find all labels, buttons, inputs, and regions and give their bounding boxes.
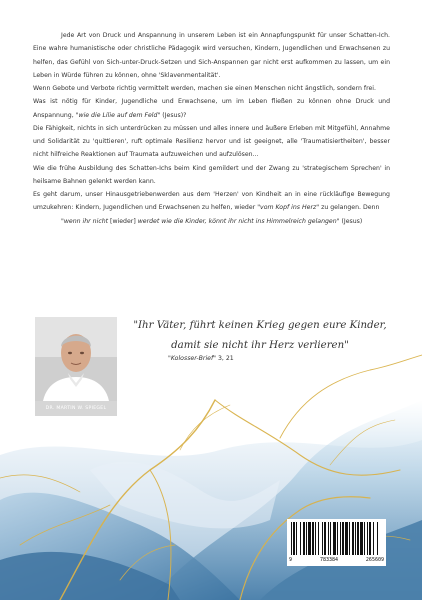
barcode-bar	[303, 522, 305, 555]
barcode-bar	[352, 522, 354, 555]
author-name-caption: DR. MARTIN W. SPIEGEL	[35, 401, 117, 416]
paragraph-7-quote-a: "wenn ihr nicht	[61, 217, 109, 225]
author-photo	[35, 317, 117, 401]
quote-source-reference: 3, 21	[216, 355, 234, 362]
barcode-bar	[364, 522, 365, 555]
barcode-bar	[342, 522, 344, 555]
barcode-bar	[355, 522, 356, 555]
barcode-bar	[291, 522, 292, 555]
paragraph-1: Jede Art von Druck und Anspannung in unserem Leben ist ein Annapfungspunkt für unser Schatten-Ich. Eine wahre humanistische oder christliche Pädagogik wird versuchen, Kindern, Jugendlichen und Erwachsenen zu helfen, das Gefühl von Sich-unter-Druck-Setzen und Sich-Anspannen gar nicht erst aufkommen zu lassen, um ein Leben in Würde führen zu können, ohne 'Sklavenmentalität'.	[33, 32, 390, 79]
barcode-bar	[349, 522, 350, 555]
barcode-bar	[300, 522, 301, 555]
paragraph-2: Wenn Gebote und Verbote richtig vermittelt werden, machen sie einen Menschen nicht ängstlich, sondern frei.	[33, 85, 376, 92]
paragraph-3-end: (Jesus)?	[160, 111, 187, 119]
barcode-digit-group-2: 265609	[365, 557, 384, 563]
back-cover-text	[33, 29, 390, 228]
paragraph-5: Wie die frühe Ausbildung des Schatten-Ichs beim Kind gemildert und der Zwang zu 'strategischem Sprechen' in heilsame Bahnen gelenkt werden kann.	[33, 164, 390, 185]
bible-quote: "Ihr Väter, führt keinen Krieg gegen eure Kinder, damit sie nicht ihr Herz verlieren"	[133, 320, 387, 351]
paragraph-6-quote: "vom Kopf ins Herz"	[257, 204, 320, 212]
barcode-bar	[369, 522, 371, 555]
barcode-digits	[289, 557, 384, 563]
barcode-digit-prefix: 9	[289, 557, 293, 563]
paragraph-3-quote: "wie die Lilie auf dem Feld"	[75, 111, 161, 119]
barcode-bar	[324, 522, 326, 555]
paragraph-7-end: (Jesus)	[339, 217, 363, 225]
paragraph-6-text: Es geht darum, unser Hinausgetriebenwerden aus dem 'Herzen' von Kindheit an in eine rückläufige Bewegung umzukehren: Kindern, Jugendlichen und Erwachsenen zu helfen, wieder	[33, 191, 390, 212]
paragraph-7-bracket: [wieder]	[108, 217, 138, 225]
paragraph-4: Die Fähigkeit, nichts in sich unterdrücken zu müssen und alles innere und äußere Erleben mit Mitgefühl, Annahme und Solidarität zu 'quittieren', ruft optimale Resilienz hervor und ist geeignet, alle 'Traumatisiertheiten', besser nicht hilfreiche Reaktionen auf Traumata aufzuweichen und aufzulösen...	[33, 124, 390, 159]
barcode-bar	[373, 522, 374, 555]
paragraph-7	[33, 215, 390, 228]
barcode-bar	[333, 522, 336, 555]
barcode-bar	[377, 522, 378, 555]
barcode-bar	[328, 522, 329, 555]
barcode-bar	[308, 522, 311, 555]
barcode-bar	[322, 522, 323, 555]
barcode-bar	[318, 522, 319, 555]
barcode-bar	[296, 522, 297, 555]
barcode-bar	[337, 522, 338, 555]
barcode-bar	[357, 522, 359, 555]
author-portrait-image	[35, 317, 117, 401]
barcode-bar	[330, 522, 331, 555]
paragraph-6	[33, 188, 390, 215]
barcode-bars	[287, 519, 386, 557]
paragraph-7-quote-b: werdet wie die Kinder, könnt ihr nicht ins Himmelreich gelangen"	[137, 217, 340, 225]
isbn-barcode	[287, 519, 386, 566]
quote-source-book: "Kolosser-Brief"	[168, 355, 217, 362]
barcode-bar	[315, 522, 316, 555]
barcode-bar	[306, 522, 307, 555]
paragraph-3	[33, 95, 390, 122]
barcode-bar	[312, 522, 314, 555]
barcode-bar	[293, 522, 295, 555]
paragraph-3-text: Was ist nötig für Kinder, Jugendliche und Erwachsene, um im Leben fließen zu können ohne Druck und Anspannung,	[33, 98, 390, 119]
barcode-bar	[340, 522, 341, 555]
barcode-bar	[360, 522, 363, 555]
paragraph-6-end: zu gelangen. Denn	[319, 204, 380, 212]
quote-source	[168, 355, 234, 362]
barcode-digit-group-1: 783384	[319, 557, 338, 563]
barcode-bar	[367, 522, 368, 555]
barcode-bar	[345, 522, 348, 555]
